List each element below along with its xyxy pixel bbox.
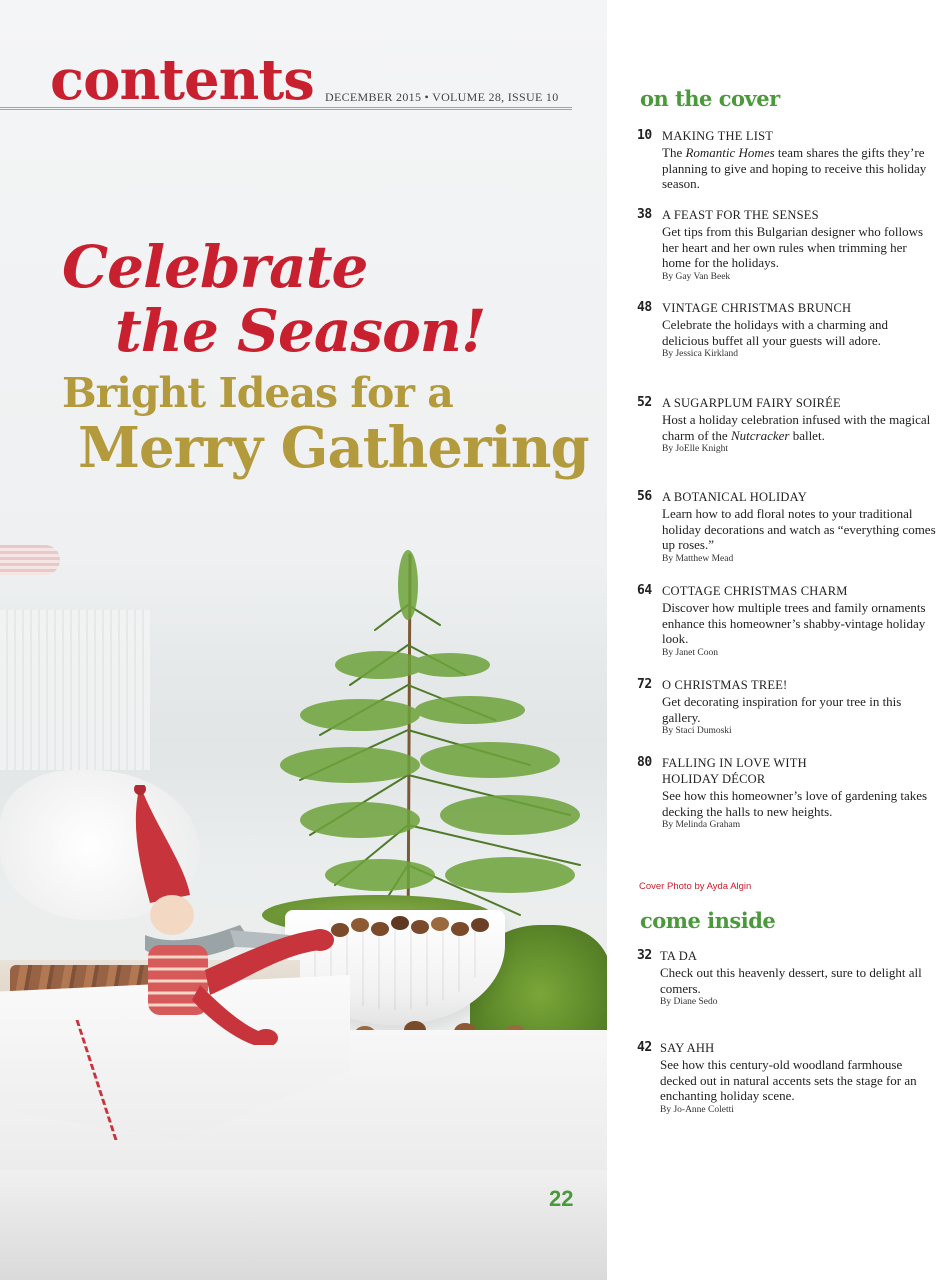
headline-merry-gathering: Merry Gathering <box>78 415 589 481</box>
entry-page-number: 48 <box>637 300 652 315</box>
entry-page-number: 42 <box>637 1040 652 1055</box>
entry-byline: By Janet Coon <box>662 647 718 658</box>
toc-entry-38[interactable] <box>637 207 937 284</box>
entry-page-number: 32 <box>637 948 652 963</box>
toc-entry-48[interactable] <box>637 300 937 361</box>
entry-title: A BOTANICAL HOLIDAY <box>662 490 807 504</box>
contents-masthead: contents <box>50 47 314 113</box>
christmas-elf-doll <box>130 785 340 1045</box>
entry-description: Learn how to add floral notes to your traditional holiday decorations and watch as “everything comes up roses.” <box>662 506 936 553</box>
toc-entry-42[interactable] <box>637 1040 937 1117</box>
entry-byline: By Melinda Graham <box>662 820 741 831</box>
entry-page-number: 64 <box>637 583 652 598</box>
entry-byline: By Staci Dumoski <box>662 726 732 737</box>
entry-title: FALLING IN LOVE WITH HOLIDAY DÉCOR <box>662 756 807 786</box>
toc-entry-10[interactable] <box>637 128 937 192</box>
entry-description: Discover how multiple trees and family ornaments enhance this homeowner’s shabby-vintage holiday look. <box>662 600 926 647</box>
entry-page-number: 10 <box>637 128 652 143</box>
page-number: 22 <box>549 1186 574 1211</box>
entry-title: SAY AHH <box>660 1041 715 1055</box>
entry-description: Check out this heavenly dessert, sure to delight all comers. <box>660 965 922 996</box>
section-come-inside: come inside <box>640 908 776 933</box>
cover-photo-credit: Cover Photo by Ayda Algin <box>639 881 752 892</box>
entry-page-number: 80 <box>637 755 652 770</box>
headline-the-season: the Season! <box>115 297 486 365</box>
entry-description: Get decorating inspiration for your tree in this gallery. <box>662 694 902 725</box>
table-edge <box>0 1170 607 1280</box>
entry-page-number: 38 <box>637 207 652 222</box>
entry-title: O CHRISTMAS TREE! <box>662 678 788 692</box>
nuts-in-bowl <box>320 905 520 945</box>
entry-description: Celebrate the holidays with a charming and delicious buffet all your guests will adore. <box>662 317 888 348</box>
entry-title: TA DA <box>660 949 698 963</box>
entry-byline: By Jo-Anne Coletti <box>660 1104 734 1115</box>
entry-title: MAKING THE LIST <box>662 129 774 143</box>
masthead-rule <box>0 107 572 110</box>
entry-description: The Romantic Homes team shares the gifts they’re planning to give and hoping to receive this holiday season. <box>662 145 927 192</box>
table-of-contents <box>607 0 941 1280</box>
entry-description: See how this century-old woodland farmhouse decked out in natural accents sets the stage for an enchanting holiday scene. <box>660 1057 917 1104</box>
toc-entry-72[interactable] <box>637 677 937 738</box>
entry-byline: By Gay Van Beek <box>662 271 731 282</box>
section-on-the-cover: on the cover <box>640 86 780 111</box>
headline-bright-ideas: Bright Ideas for a <box>62 369 453 417</box>
entry-byline: By Diane Sedo <box>660 997 718 1008</box>
entry-byline: By Matthew Mead <box>662 553 734 564</box>
toc-entry-32[interactable] <box>637 948 937 1009</box>
entry-page-number: 56 <box>637 489 652 504</box>
headline-celebrate: Celebrate <box>62 233 368 301</box>
entry-title: COTTAGE CHRISTMAS CHARM <box>662 584 848 598</box>
toc-entry-80[interactable] <box>637 755 937 832</box>
entry-byline: By Jessica Kirkland <box>662 349 738 360</box>
striped-bowl <box>0 545 60 575</box>
toc-entry-64[interactable] <box>637 583 937 660</box>
entry-page-number: 72 <box>637 677 652 692</box>
issue-info: DECEMBER 2015 • VOLUME 28, ISSUE 10 <box>325 90 559 104</box>
entry-description: Get tips from this Bulgarian designer who follows her heart and her own rules when trimming her home for the holidays. <box>662 224 924 271</box>
entry-title: VINTAGE CHRISTMAS BRUNCH <box>662 301 852 315</box>
toc-entry-56[interactable] <box>637 489 937 566</box>
entry-description: Host a holiday celebration infused with the magical charm of the Nutcracker ballet. <box>662 412 931 443</box>
entry-title: A FEAST FOR THE SENSES <box>662 208 819 222</box>
radiator <box>0 610 150 770</box>
toc-entry-52[interactable] <box>637 395 937 456</box>
entry-page-number: 52 <box>637 395 652 410</box>
entry-description: See how this homeowner’s love of gardening takes decking the halls to new heights. <box>662 788 928 819</box>
entry-byline: By JoElle Knight <box>662 444 728 455</box>
entry-title: A SUGARPLUM FAIRY SOIRÉE <box>662 396 841 410</box>
